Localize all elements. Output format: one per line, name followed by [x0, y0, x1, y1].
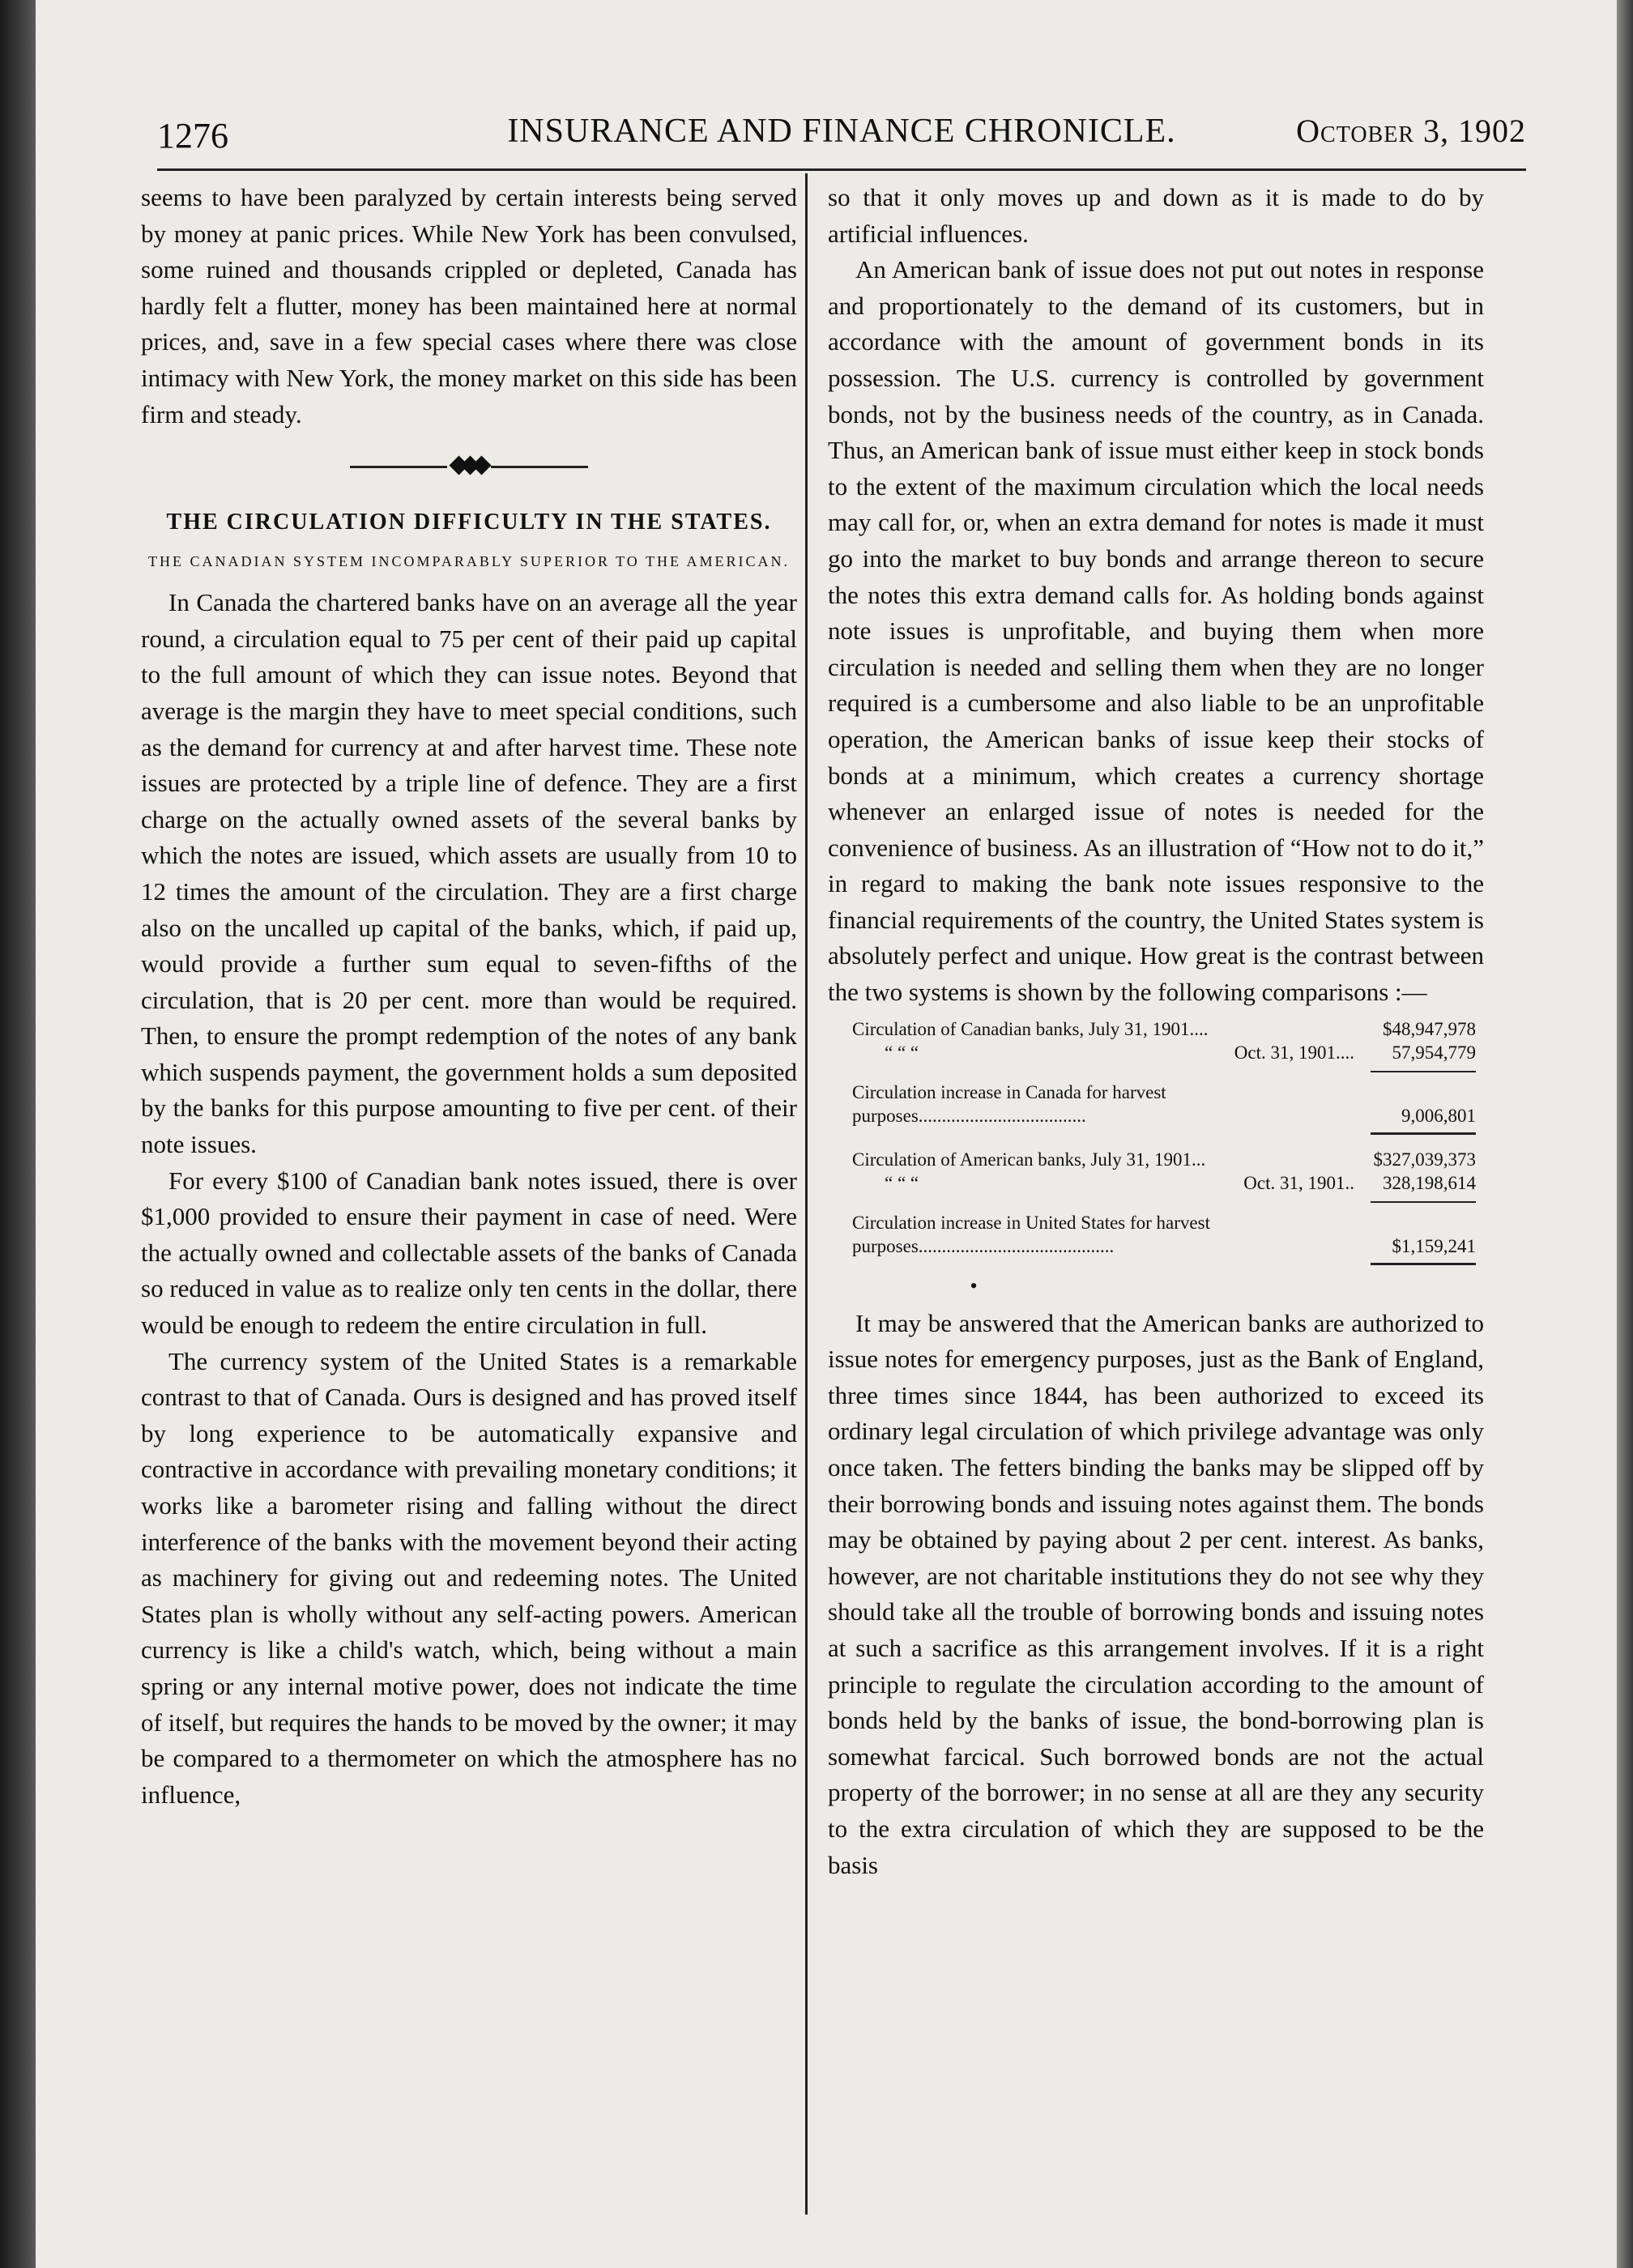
row-value: 328,198,614 [1383, 1172, 1476, 1193]
lead-paragraph: seems to have been paralyzed by certain interests being served by money at panic prices. While New York has been convulsed, some ruined and thousands crippled or depleted, Canada has hardly felt a flutter, money has been maintained here at normal prices, and, save in a few special cases where there was close intimacy with New York, the money market on this side has been firm and steady. [141, 183, 797, 428]
row-label: Oct. 31, 1901.. [1243, 1172, 1354, 1193]
page-header [157, 110, 1526, 159]
sum-rule [1371, 1201, 1476, 1203]
comparison-table [852, 1017, 1476, 1298]
ditto-marks: “ “ “ [885, 1042, 919, 1063]
table-row [852, 1211, 1476, 1258]
row-label: Circulation increase in United States for harvest purposes.......................................... [852, 1212, 1210, 1256]
running-title: INSURANCE AND FINANCE CHRONICLE. [507, 113, 1176, 150]
article-paragraph: An American bank of issue does not put out notes in response and proportionately to the demand of its customers, but in accordance with the amount of government bonds in its possession. The U.S. currency is controlled by government bonds, not by the business needs of the country, as in Canada. Thus, an American bank of issue must either keep in stock bonds to the extent of the maximum circulation which the local needs may call for, or, when an extra demand for notes is made it must go into the market to buy bonds and arrange thereon to secure the notes this extra demand calls for. As holding bonds against note issues is unprofitable, and buying them when more circulation is needed and selling them when they are no longer required is a cumbersome and also liable to be an unprofitable operation, the American banks of issue keep their stocks of bonds at a minimum, which creates a currency shortage whenever an enlarged issue of notes is needed for the convenience of business. As an illustration of “How not to do it,” in regard to making the bank note issues responsive to the financial requirements of the country, the United States system is absolutely perfect and unique. How great is the contrast between the two systems is shown by the following comparisons :— [828, 255, 1484, 1007]
ornament-line-left [350, 466, 447, 468]
table-row [852, 1041, 1476, 1064]
ditto-marks: “ “ “ [885, 1172, 919, 1193]
sum-rule [1371, 1071, 1476, 1072]
row-label: Circulation of American banks, July 31, 1901... [852, 1149, 1206, 1170]
column-divider [805, 173, 808, 2215]
article-paragraph: The currency system of the United States is a remarkable contrast to that of Canada. Ours is designed and has proved itself by long experience to be automatically expansive and contractive in accordance with prevailing monetary conditions; it works like a barometer rising and falling without the direct interference of the banks with the movement beyond their acting as machinery for giving out and redeeming notes. The United States plan is wholly without any self-acting powers. American currency is like a child's watch, which, being without a main spring or any internal motive power, does not indicate the time of itself, but requires the hands to be moved by the owner; it may be compared to a thermometer on which the atmosphere has no influence, [141, 1346, 797, 1809]
article-subtitle: THE CANADIAN SYSTEM INCOMPARABLY SUPERIOR TO THE AMERICAN. [148, 553, 790, 570]
continuation-paragraph: so that it only moves up and down as it is made to do by artificial influences. [828, 183, 1484, 248]
row-label: Circulation increase in Canada for harvest purposes.................................... [852, 1081, 1166, 1126]
article-title: THE CIRCULATION DIFFICULTY IN THE STATES. [166, 509, 772, 535]
row-value: 57,954,779 [1392, 1042, 1476, 1063]
ornament-line-right [491, 466, 588, 468]
stray-dot: • [970, 1273, 978, 1298]
left-column [141, 180, 797, 1813]
row-label: Circulation of Canadian banks, July 31, 1901.... [852, 1018, 1209, 1039]
scan-edge-left [0, 0, 36, 2268]
row-value: $1,159,241 [1392, 1235, 1476, 1256]
table-row [852, 1171, 1476, 1195]
right-column [828, 180, 1484, 1883]
total-rule [1371, 1132, 1476, 1135]
table-row [852, 1148, 1476, 1171]
newspaper-page [36, 0, 1617, 2268]
section-ornament [141, 433, 797, 502]
canada-figures [852, 1017, 1476, 1135]
article-paragraph: For every $100 of Canadian bank notes issued, there is over $1,000 provided to ensure their payment in case of need. Were the actually owned and collectable assets of the banks of Canada so reduced in value as to realize only ten cents in the dollar, there would be enough to redeem the entire circulation in full. [141, 1166, 797, 1340]
us-figures [852, 1148, 1476, 1265]
row-label: Oct. 31, 1901.... [1234, 1042, 1354, 1063]
row-value: 9,006,801 [1401, 1105, 1476, 1126]
table-row [852, 1081, 1476, 1128]
row-value: $48,947,978 [1383, 1018, 1476, 1039]
ornament-diamond [471, 456, 491, 475]
row-value: $327,039,373 [1373, 1149, 1476, 1170]
total-rule [1371, 1263, 1476, 1265]
article-paragraph: It may be answered that the American banks are authorized to issue notes for emergency purposes, just as the Bank of England, three times since 1844, has been authorized to exceed its ordinary legal circulation of which privilege advantage was only once taken. The fetters binding the banks may be slipped off by their borrowing bonds and issuing notes against them. The bonds may be obtained by paying about 2 per cent. interest. As banks, however, are not charitable institutions they do not see why they should take all the trouble of borrowing bonds and issuing notes at such a sacrifice as this arrangement involves. If it is a right principle to regulate the circulation according to the amount of bonds held by the banks of issue, the bond-borrowing plan is somewhat farcical. Such borrowed bonds are not the actual property of the borrower; in no sense at all are they any security to the extra circulation of which they are supposed to be the basis [828, 1308, 1484, 1879]
issue-date: October 3, 1902 [1296, 113, 1526, 149]
article-paragraph: In Canada the chartered banks have on an average all the year round, a circulation equal to 75 per cent of their paid up capital to the full amount of which they can issue notes. Beyond that average is the margin they have to meet special conditions, such as the demand for currency at and after harvest time. These note issues are protected by a triple line of defence. They are a first charge on the actually owned assets of the several banks by which the notes are issued, which assets are usually from 10 to 12 times the amount of the circulation. They are a first charge also on the uncalled up capital of the banks, which, if paid up, would provide a further sum equal to seven-fifths of the circulation, that is 20 per cent. more than would be required. Then, to ensure the prompt redemption of the notes of any bank which suspends payment, the government holds a sum deposited by the banks for this purpose amounting to five per cent. of their note issues. [141, 588, 797, 1159]
header-rule [157, 168, 1526, 171]
page-number: 1276 [157, 116, 228, 156]
scan-edge-right [1617, 0, 1633, 2268]
table-row [852, 1017, 1476, 1041]
